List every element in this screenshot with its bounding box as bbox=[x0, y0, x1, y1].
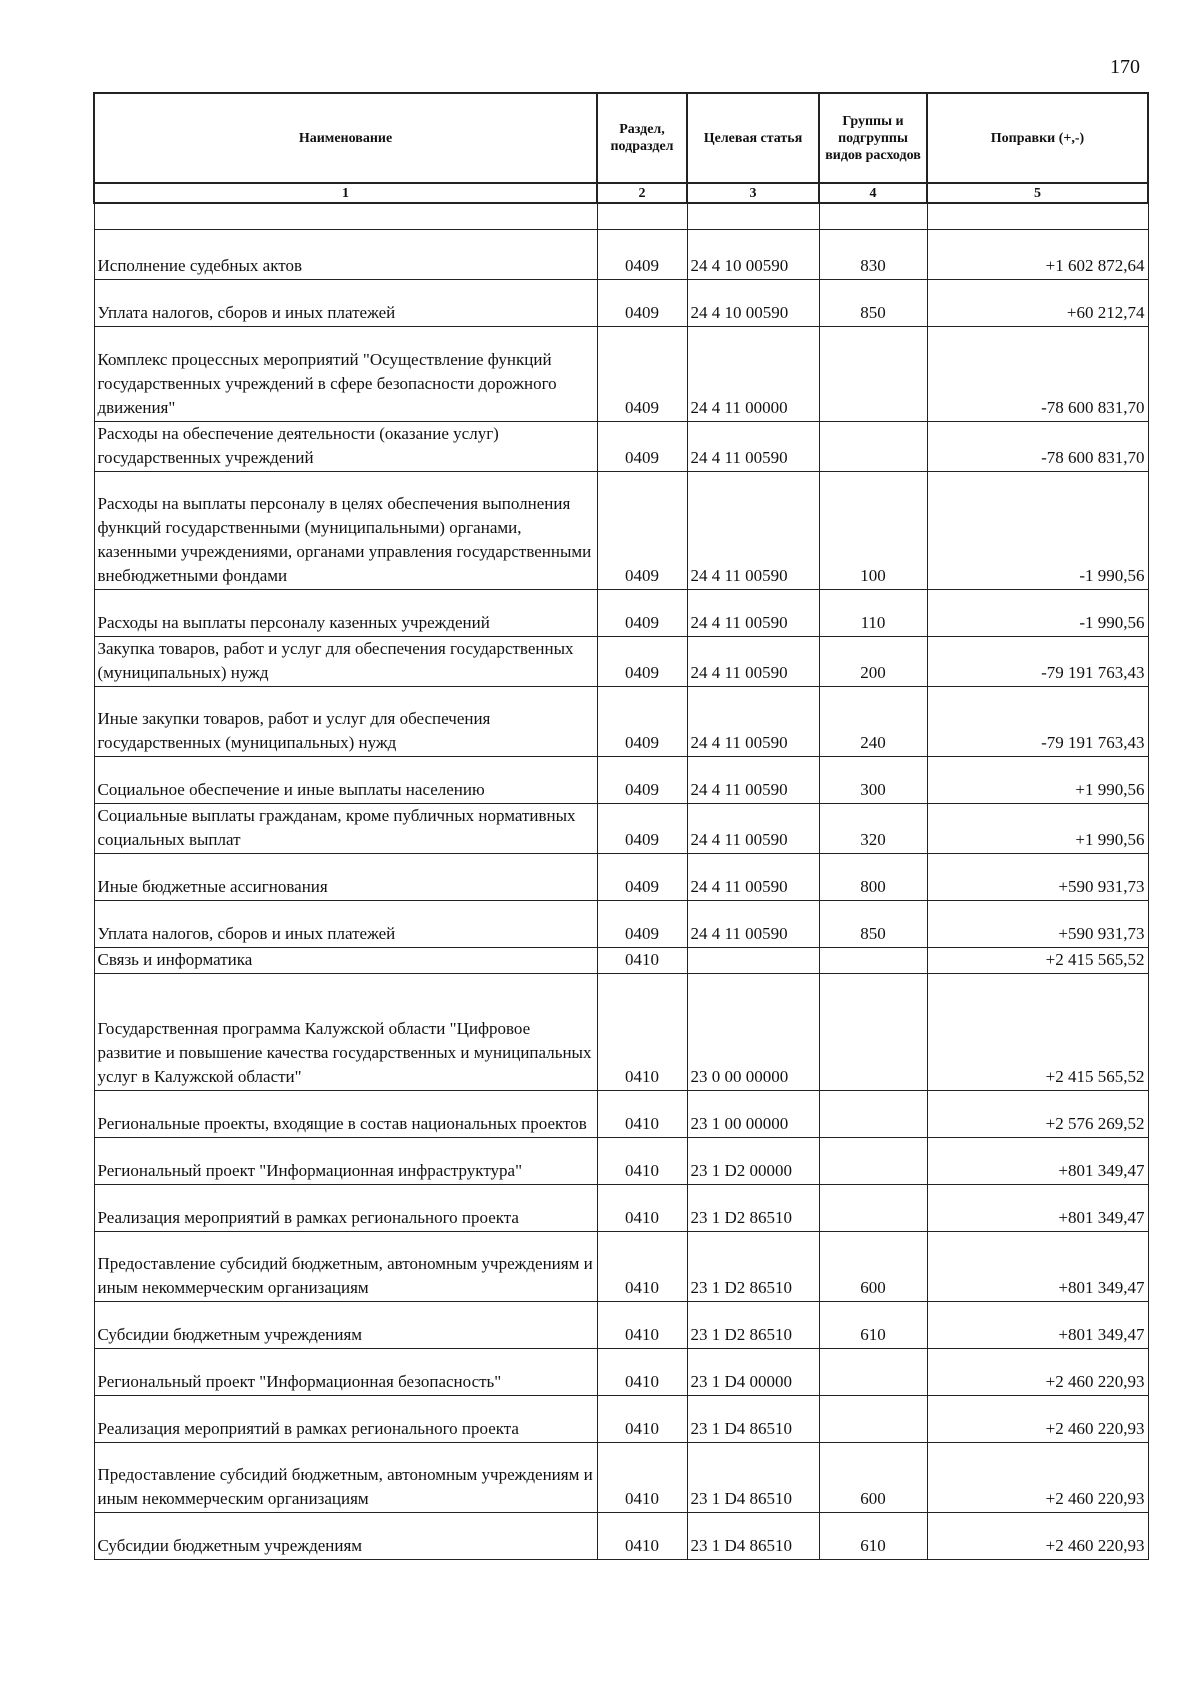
row-section-cell: 0409 bbox=[597, 757, 687, 804]
row-name-cell: Субсидии бюджетным учреждениям bbox=[94, 1513, 597, 1560]
row-section-cell: 0409 bbox=[597, 280, 687, 327]
row-target-cell: 23 1 D4 00000 bbox=[687, 1349, 819, 1396]
row-group-cell: 300 bbox=[819, 757, 927, 804]
table-row bbox=[94, 1396, 1148, 1443]
row-group-cell: 850 bbox=[819, 280, 927, 327]
row-amount-cell: -79 191 763,43 bbox=[927, 637, 1148, 687]
header-groups: Группы и подгруппы видов расходов bbox=[819, 93, 927, 183]
row-target-cell: 24 4 10 00590 bbox=[687, 280, 819, 327]
row-amount-cell: +1 990,56 bbox=[927, 804, 1148, 854]
table-row bbox=[94, 590, 1148, 637]
row-group-cell: 830 bbox=[819, 230, 927, 280]
row-name-cell: Закупка товаров, работ и услуг для обеспечения государственных (муниципальных) нужд bbox=[94, 637, 597, 687]
row-section-cell: 0409 bbox=[597, 687, 687, 757]
column-number: 4 bbox=[819, 183, 927, 203]
row-name-cell: Субсидии бюджетным учреждениям bbox=[94, 1302, 597, 1349]
row-target-cell: 24 4 11 00590 bbox=[687, 854, 819, 901]
row-name-cell: Исполнение судебных актов bbox=[94, 230, 597, 280]
row-target-cell: 24 4 11 00590 bbox=[687, 422, 819, 472]
page-number: 170 bbox=[1110, 56, 1140, 78]
table-row bbox=[94, 757, 1148, 804]
row-name-cell: Предоставление субсидий бюджетным, автономным учреждениям и иным некоммерческим организациям bbox=[94, 1443, 597, 1513]
row-name-cell: Иные бюджетные ассигнования bbox=[94, 854, 597, 901]
row-name-cell: Региональный проект "Информационная инфраструктура" bbox=[94, 1138, 597, 1185]
row-target-cell: 24 4 11 00590 bbox=[687, 590, 819, 637]
table-row bbox=[94, 422, 1148, 472]
table-row bbox=[94, 1091, 1148, 1138]
row-amount-cell: +60 212,74 bbox=[927, 280, 1148, 327]
row-target-cell: 23 1 D4 86510 bbox=[687, 1396, 819, 1443]
table-row bbox=[94, 1185, 1148, 1232]
row-name-cell: Расходы на обеспечение деятельности (оказание услуг) государственных учреждений bbox=[94, 422, 597, 472]
row-section-cell: 0410 bbox=[597, 1443, 687, 1513]
table-row bbox=[94, 854, 1148, 901]
row-amount-cell: +801 349,47 bbox=[927, 1232, 1148, 1302]
table-row bbox=[94, 804, 1148, 854]
row-section-cell: 0409 bbox=[597, 422, 687, 472]
row-group-cell: 610 bbox=[819, 1513, 927, 1560]
header-section: Раздел, подраздел bbox=[597, 93, 687, 183]
table-row bbox=[94, 1232, 1148, 1302]
row-section-cell: 0410 bbox=[597, 1396, 687, 1443]
table-row bbox=[94, 1138, 1148, 1185]
row-target-cell: 23 1 D2 00000 bbox=[687, 1138, 819, 1185]
row-section-cell: 0410 bbox=[597, 1138, 687, 1185]
row-group-cell bbox=[819, 1396, 927, 1443]
row-section-cell: 0409 bbox=[597, 230, 687, 280]
row-name-cell: Реализация мероприятий в рамках регионального проекта bbox=[94, 1185, 597, 1232]
row-section-cell: 0410 bbox=[597, 1232, 687, 1302]
row-section-cell: 0410 bbox=[597, 1302, 687, 1349]
row-group-cell bbox=[819, 422, 927, 472]
column-number: 3 bbox=[687, 183, 819, 203]
row-group-cell bbox=[819, 1185, 927, 1232]
row-section-cell: 0409 bbox=[597, 901, 687, 948]
table-row bbox=[94, 280, 1148, 327]
table-row bbox=[94, 687, 1148, 757]
row-amount-cell: +801 349,47 bbox=[927, 1185, 1148, 1232]
budget-table bbox=[93, 92, 1149, 1560]
row-name-cell: Расходы на выплаты персоналу казенных учреждений bbox=[94, 590, 597, 637]
row-amount-cell: +1 602 872,64 bbox=[927, 230, 1148, 280]
header-target: Целевая статья bbox=[687, 93, 819, 183]
row-name-cell: Связь и информатика bbox=[94, 948, 597, 974]
row-name-cell: Предоставление субсидий бюджетным, автономным учреждениям и иным некоммерческим организациям bbox=[94, 1232, 597, 1302]
column-number: 5 bbox=[927, 183, 1148, 203]
row-group-cell: 600 bbox=[819, 1443, 927, 1513]
table-row bbox=[94, 948, 1148, 974]
header-amendments: Поправки (+,-) bbox=[927, 93, 1148, 183]
row-section-cell: 0409 bbox=[597, 804, 687, 854]
row-amount-cell: +590 931,73 bbox=[927, 854, 1148, 901]
column-number: 1 bbox=[94, 183, 597, 203]
row-amount-cell: +2 460 220,93 bbox=[927, 1396, 1148, 1443]
table-row bbox=[94, 637, 1148, 687]
row-section-cell: 0410 bbox=[597, 1349, 687, 1396]
row-target-cell: 24 4 11 00590 bbox=[687, 687, 819, 757]
row-amount-cell: +2 415 565,52 bbox=[927, 974, 1148, 1091]
row-section-cell: 0410 bbox=[597, 974, 687, 1091]
row-section-cell: 0409 bbox=[597, 327, 687, 422]
row-group-cell: 240 bbox=[819, 687, 927, 757]
row-section-cell: 0409 bbox=[597, 590, 687, 637]
row-name-cell: Уплата налогов, сборов и иных платежей bbox=[94, 901, 597, 948]
row-target-cell: 23 1 D4 86510 bbox=[687, 1513, 819, 1560]
table-row bbox=[94, 1302, 1148, 1349]
row-group-cell: 850 bbox=[819, 901, 927, 948]
row-amount-cell: -1 990,56 bbox=[927, 472, 1148, 590]
row-section-cell: 0410 bbox=[597, 1185, 687, 1232]
row-group-cell bbox=[819, 1091, 927, 1138]
table-body bbox=[94, 203, 1148, 1560]
row-group-cell: 100 bbox=[819, 472, 927, 590]
row-target-cell: 24 4 10 00590 bbox=[687, 230, 819, 280]
table-row bbox=[94, 901, 1148, 948]
row-group-cell bbox=[819, 1138, 927, 1185]
row-target-cell: 23 1 D4 86510 bbox=[687, 1443, 819, 1513]
row-amount-cell: +2 460 220,93 bbox=[927, 1349, 1148, 1396]
row-amount-cell: +1 990,56 bbox=[927, 757, 1148, 804]
row-name-cell: Иные закупки товаров, работ и услуг для обеспечения государственных (муниципальных) нужд bbox=[94, 687, 597, 757]
row-section-cell: 0410 bbox=[597, 1513, 687, 1560]
row-group-cell: 800 bbox=[819, 854, 927, 901]
row-section-cell: 0410 bbox=[597, 948, 687, 974]
row-name-cell: Социальные выплаты гражданам, кроме публичных нормативных социальных выплат bbox=[94, 804, 597, 854]
table-row bbox=[94, 1349, 1148, 1396]
column-number: 2 bbox=[597, 183, 687, 203]
row-amount-cell: +2 415 565,52 bbox=[927, 948, 1148, 974]
row-name-cell: Региональный проект "Информационная безопасность" bbox=[94, 1349, 597, 1396]
row-group-cell bbox=[819, 327, 927, 422]
row-group-cell: 110 bbox=[819, 590, 927, 637]
row-group-cell bbox=[819, 1349, 927, 1396]
row-group-cell bbox=[819, 974, 927, 1091]
row-group-cell: 610 bbox=[819, 1302, 927, 1349]
row-target-cell: 24 4 11 00000 bbox=[687, 327, 819, 422]
row-target-cell: 23 1 D2 86510 bbox=[687, 1232, 819, 1302]
row-target-cell: 23 1 D2 86510 bbox=[687, 1302, 819, 1349]
row-target-cell bbox=[687, 948, 819, 974]
row-name-cell: Уплата налогов, сборов и иных платежей bbox=[94, 280, 597, 327]
row-section-cell: 0410 bbox=[597, 1091, 687, 1138]
table-header-row bbox=[94, 93, 1148, 183]
row-target-cell: 24 4 11 00590 bbox=[687, 757, 819, 804]
row-section-cell: 0409 bbox=[597, 472, 687, 590]
row-amount-cell: +590 931,73 bbox=[927, 901, 1148, 948]
row-group-cell: 600 bbox=[819, 1232, 927, 1302]
row-amount-cell: +2 460 220,93 bbox=[927, 1443, 1148, 1513]
row-amount-cell: +2 576 269,52 bbox=[927, 1091, 1148, 1138]
table-row bbox=[94, 974, 1148, 1091]
row-group-cell bbox=[819, 948, 927, 974]
row-group-cell: 200 bbox=[819, 637, 927, 687]
row-name-cell: Реализация мероприятий в рамках регионального проекта bbox=[94, 1396, 597, 1443]
row-target-cell: 23 0 00 00000 bbox=[687, 974, 819, 1091]
table-row bbox=[94, 472, 1148, 590]
table-row bbox=[94, 230, 1148, 280]
row-target-cell: 23 1 00 00000 bbox=[687, 1091, 819, 1138]
row-amount-cell: -78 600 831,70 bbox=[927, 422, 1148, 472]
row-amount-cell: +801 349,47 bbox=[927, 1302, 1148, 1349]
row-name-cell: Расходы на выплаты персоналу в целях обеспечения выполнения функций государственными (муниципальными) органами, казенными учреждениями, органами управления государственными внебюджетными фондами bbox=[94, 472, 597, 590]
row-group-cell: 320 bbox=[819, 804, 927, 854]
column-numbers-row bbox=[94, 183, 1148, 203]
row-name-cell: Комплекс процессных мероприятий "Осуществление функций государственных учреждений в сфере безопасности дорожного движения" bbox=[94, 327, 597, 422]
row-section-cell: 0409 bbox=[597, 637, 687, 687]
row-name-cell: Государственная программа Калужской области "Цифровое развитие и повышение качества государственных и муниципальных услуг в Калужской области" bbox=[94, 974, 597, 1091]
row-name-cell: Региональные проекты, входящие в состав национальных проектов bbox=[94, 1091, 597, 1138]
row-target-cell: 23 1 D2 86510 bbox=[687, 1185, 819, 1232]
row-target-cell: 24 4 11 00590 bbox=[687, 637, 819, 687]
row-amount-cell: +801 349,47 bbox=[927, 1138, 1148, 1185]
table-row bbox=[94, 1443, 1148, 1513]
row-target-cell: 24 4 11 00590 bbox=[687, 901, 819, 948]
table-row bbox=[94, 1513, 1148, 1560]
row-section-cell: 0409 bbox=[597, 854, 687, 901]
row-name-cell: Социальное обеспечение и иные выплаты населению bbox=[94, 757, 597, 804]
spacer-row bbox=[94, 203, 1148, 230]
row-amount-cell: -78 600 831,70 bbox=[927, 327, 1148, 422]
row-target-cell: 24 4 11 00590 bbox=[687, 472, 819, 590]
row-target-cell: 24 4 11 00590 bbox=[687, 804, 819, 854]
row-amount-cell: +2 460 220,93 bbox=[927, 1513, 1148, 1560]
table-row bbox=[94, 327, 1148, 422]
row-amount-cell: -1 990,56 bbox=[927, 590, 1148, 637]
row-amount-cell: -79 191 763,43 bbox=[927, 687, 1148, 757]
header-name: Наименование bbox=[94, 93, 597, 183]
